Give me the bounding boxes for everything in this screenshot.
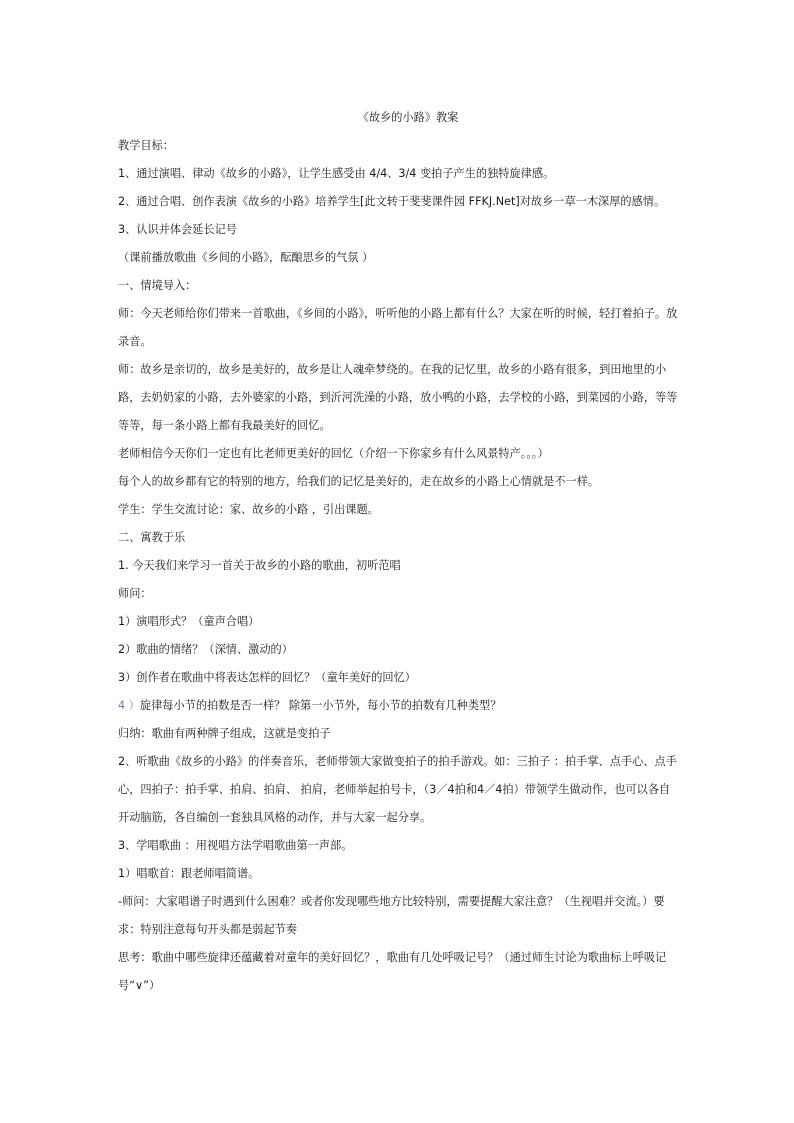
paragraph-rhythm-game: 2、听歌曲《故乡的小路》的伴奏音乐，老师带领大家做变拍子的拍手游戏。如：三拍子 ：拍手掌、点手心、点手心，四拍子：拍手掌、拍肩、拍肩、 拍肩，老师举起拍号卡，（3／4拍和4／4拍）带领学生做动作，也可以各自开动脑筋，各自编创一套独具风格的动作，并与大家一起分享。 <box>118 755 677 824</box>
paragraph-hometown-special: 每个人的故乡都有它的特别的地方，给我们的记忆是美好的，走在故乡的小路上心情就是不一样。 <box>118 475 600 488</box>
paragraph-sing-notation: 1）唱歌首：跟老师唱简谱。 <box>118 867 260 880</box>
paragraph-goal-2: 2、通过合唱、创作表演《故乡的小路》培养学生[此文转于斐斐课件园 FFKJ.Net]对故乡一草一木深厚的感情。 <box>118 195 666 208</box>
question-3: 3）创作者在歌曲中将表达怎样的回忆？（童年美好的回忆） <box>118 671 416 684</box>
section-heading-2: 二、寓教于乐 <box>118 531 186 544</box>
paragraph-teacher-hometown: 师：故乡是亲切的，故乡是美好的，故乡是让人魂牵梦绕的。在我的记忆里，故乡的小路有很多，到田地里的小路，去奶奶家的小路，去外婆家的小路，到沂河洗澡的小路，放小鸭的小路，去学校的小路，到菜园的小路，等等等等，每一条小路上都有我最美好的回忆。 <box>118 363 678 432</box>
paragraph-teacher-asks: 师问： <box>118 587 152 600</box>
question-2: 2）歌曲的情绪？（深情、激动的） <box>118 643 293 656</box>
paragraph-teacher-question: -师问：大家唱谱子时遇到什么困难？或者你发现哪些地方比较特别，需要提醒大家注意？（生视唱并交流。）要求：特别注意每句开头都是弱起节奏 <box>118 895 665 936</box>
paragraph-reflection: 思考：歌曲中哪些旋律还蕴藏着对童年的美好回忆？，歌曲有几处呼吸记号？（通过师生讨论为歌曲标上呼吸记号“∨”） <box>118 951 667 992</box>
document-title: 《故乡的小路》教案 <box>357 111 459 124</box>
paragraph-summary: 归纳：歌曲有两种牌子组成，这就是变拍子 <box>118 727 331 740</box>
paragraph-learn-song: 3、学唱歌曲 ：用视唱方法学唱歌曲第一声部。 <box>118 839 353 852</box>
paragraph-teacher-believe: 老师相信今天你们一定也有比老师更美好的回忆（介绍一下你家乡有什么风景特产。。。） <box>118 447 549 460</box>
paragraph-goal-1: 1、通过演唱、律动《故乡的小路》，让学生感受由 4/4、3/4 变拍子产生的独特旋律感。 <box>118 167 555 180</box>
paragraph-teacher-intro: 师：今天老师给你们带来一首歌曲，《乡间的小路》，听听他的小路上都有什么？大家在听的时候，轻打着拍子。放录音。 <box>118 307 678 348</box>
paragraph-goals-heading: 教学目标： <box>118 139 174 152</box>
question-4 <box>118 692 678 720</box>
question-4-number: 4 ） <box>118 699 140 712</box>
paragraph-first-listen: 1. 今天我们来学习一首关于故乡的小路的歌曲，初听范唱 <box>118 559 401 572</box>
paragraph-student-discussion: 学生：学生交流讨论：家、故乡的小路 ，引出课题。 <box>118 503 379 516</box>
question-4-text: 旋律每小节的拍数是否一样？ 除第一小节外，每小节的拍数有几种类型？ <box>139 699 502 712</box>
question-1: 1）演唱形式？（童声合唱） <box>118 615 260 628</box>
paragraph-preclass-note: （课前播放歌曲《乡间的小路》，酝酿思乡的气氛 ） <box>118 251 374 264</box>
paragraph-goal-3: 3、认识并体会延长记号 <box>118 223 237 236</box>
section-heading-1: 一、情境导入： <box>118 279 197 292</box>
document-body <box>118 104 678 1000</box>
